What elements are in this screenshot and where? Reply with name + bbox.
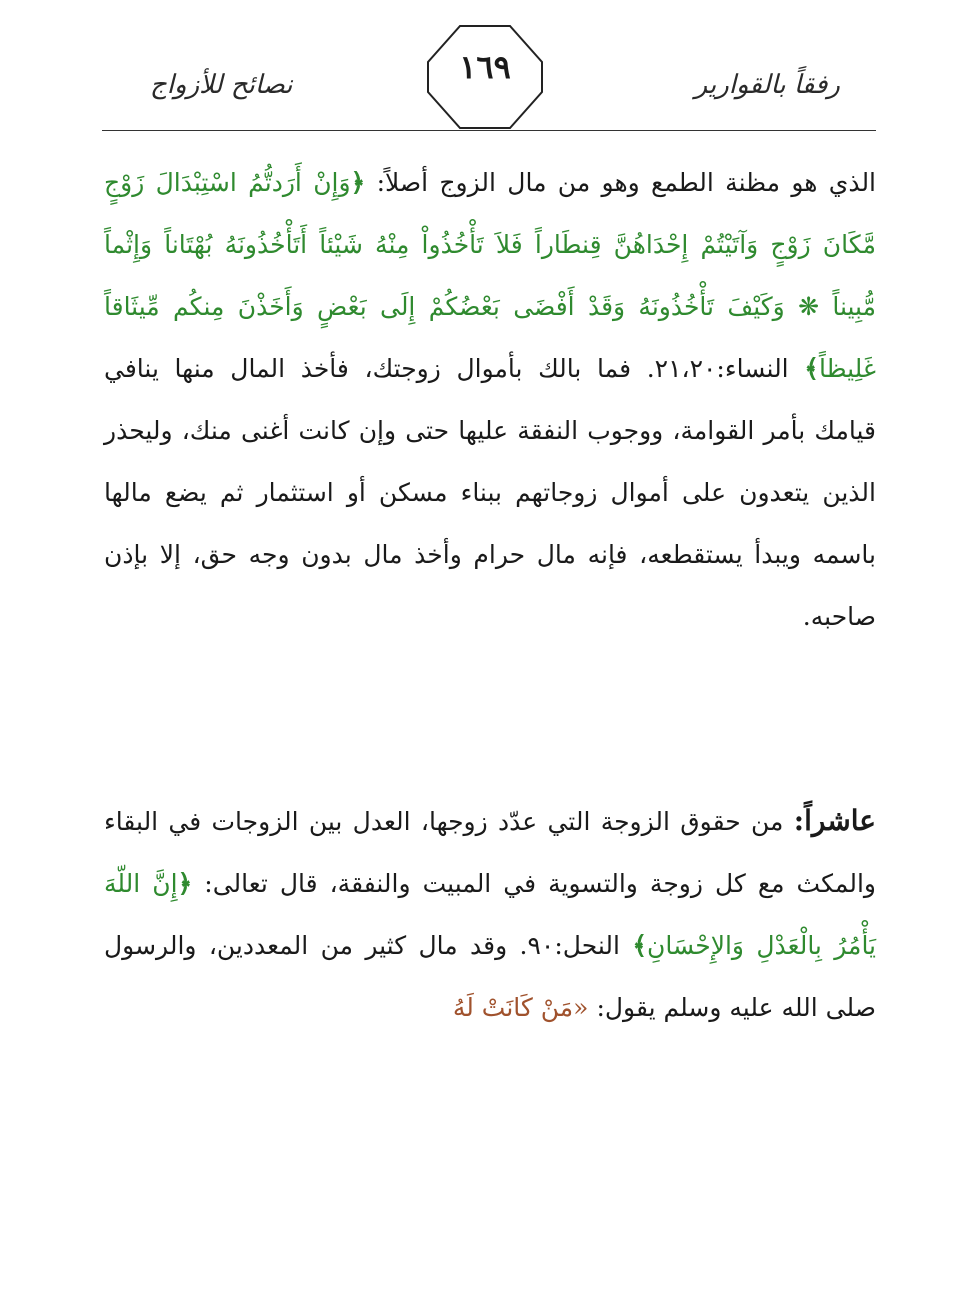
hadith-quote: «مَنْ كَانَتْ لَهُ bbox=[452, 993, 589, 1022]
quran-open-bracket: ﴿ bbox=[177, 869, 193, 898]
paragraph-1-intro: الذي هو مظنة الطمع وهو من مال الزوج أصلاً: bbox=[376, 168, 877, 197]
quran-verse-nahl: إِنَّ اللّهَ يَأْمُرُ بِالْعَدْلِ وَالإِحْسَانِ bbox=[104, 869, 877, 960]
quran-open-bracket: ﴿ bbox=[350, 168, 366, 197]
page-header bbox=[0, 0, 980, 140]
chapter-title-header: نصائح للأزواج bbox=[150, 70, 293, 100]
quran-close-bracket: ﴾ bbox=[804, 354, 819, 383]
quran-close-bracket: ﴾ bbox=[632, 931, 647, 960]
page-number-badge bbox=[424, 22, 546, 132]
paragraph-1-rest: النساء:٢١،٢٠. فما بالك بأموال زوجتك، فأخذ المال منها ينافي قيامك بأمر القوامة، ووجوب النفقة عليها حتى وإن كانت أغنى منك، وليحذر الذين يتعدون على أموال زوجاتهم ببناء مسكن أو استثمار ثم يضع مالها باسمه ويبدأ يستقطعه، فإنه مال حرام وأخذ مال بدون وجه حق، إلا بإذن صاحبه. bbox=[104, 354, 876, 631]
paragraph-1 bbox=[104, 152, 876, 648]
header-divider bbox=[102, 130, 876, 131]
paragraph-2 bbox=[104, 790, 876, 1039]
book-title-header: رفقاً بالقوارير bbox=[694, 70, 840, 100]
paragraph-2-text-1: من حقوق الزوجة التي عدّد زوجها، العدل بين الزوجات في البقاء والمكث مع كل زوجة والتسوية في المبيت والنفقة، قال تعالى: bbox=[104, 807, 877, 898]
page-number: ١٦٩ bbox=[459, 48, 511, 86]
section-label-tenth: عاشراً: bbox=[793, 804, 876, 837]
paragraph-2-text-2: النحل:٩٠. وقد مال كثير من المعددين، والرسول صلى الله عليه وسلم يقول: bbox=[104, 931, 876, 1022]
quran-verse-nisa: وَإِنْ أَرَدتُّمُ اسْتِبْدَالَ زَوْجٍ مَّكَانَ زَوْجٍ وَآتَيْتُمْ إِحْدَاهُنَّ قِنطَاراً فَلاَ تَأْخُذُواْ مِنْهُ شَيْئاً أَتَأْخُذُونَهُ بُهْتَاناً وَإِثْماً مُّبِيناً ❋ وَكَيْفَ تَأْخُذُونَهُ وَقَدْ أَفْضَى بَعْضُكُمْ إِلَى بَعْضٍ وَأَخَذْنَ مِنكُم مِّيثَاقاً غَلِيظاً bbox=[104, 168, 876, 383]
